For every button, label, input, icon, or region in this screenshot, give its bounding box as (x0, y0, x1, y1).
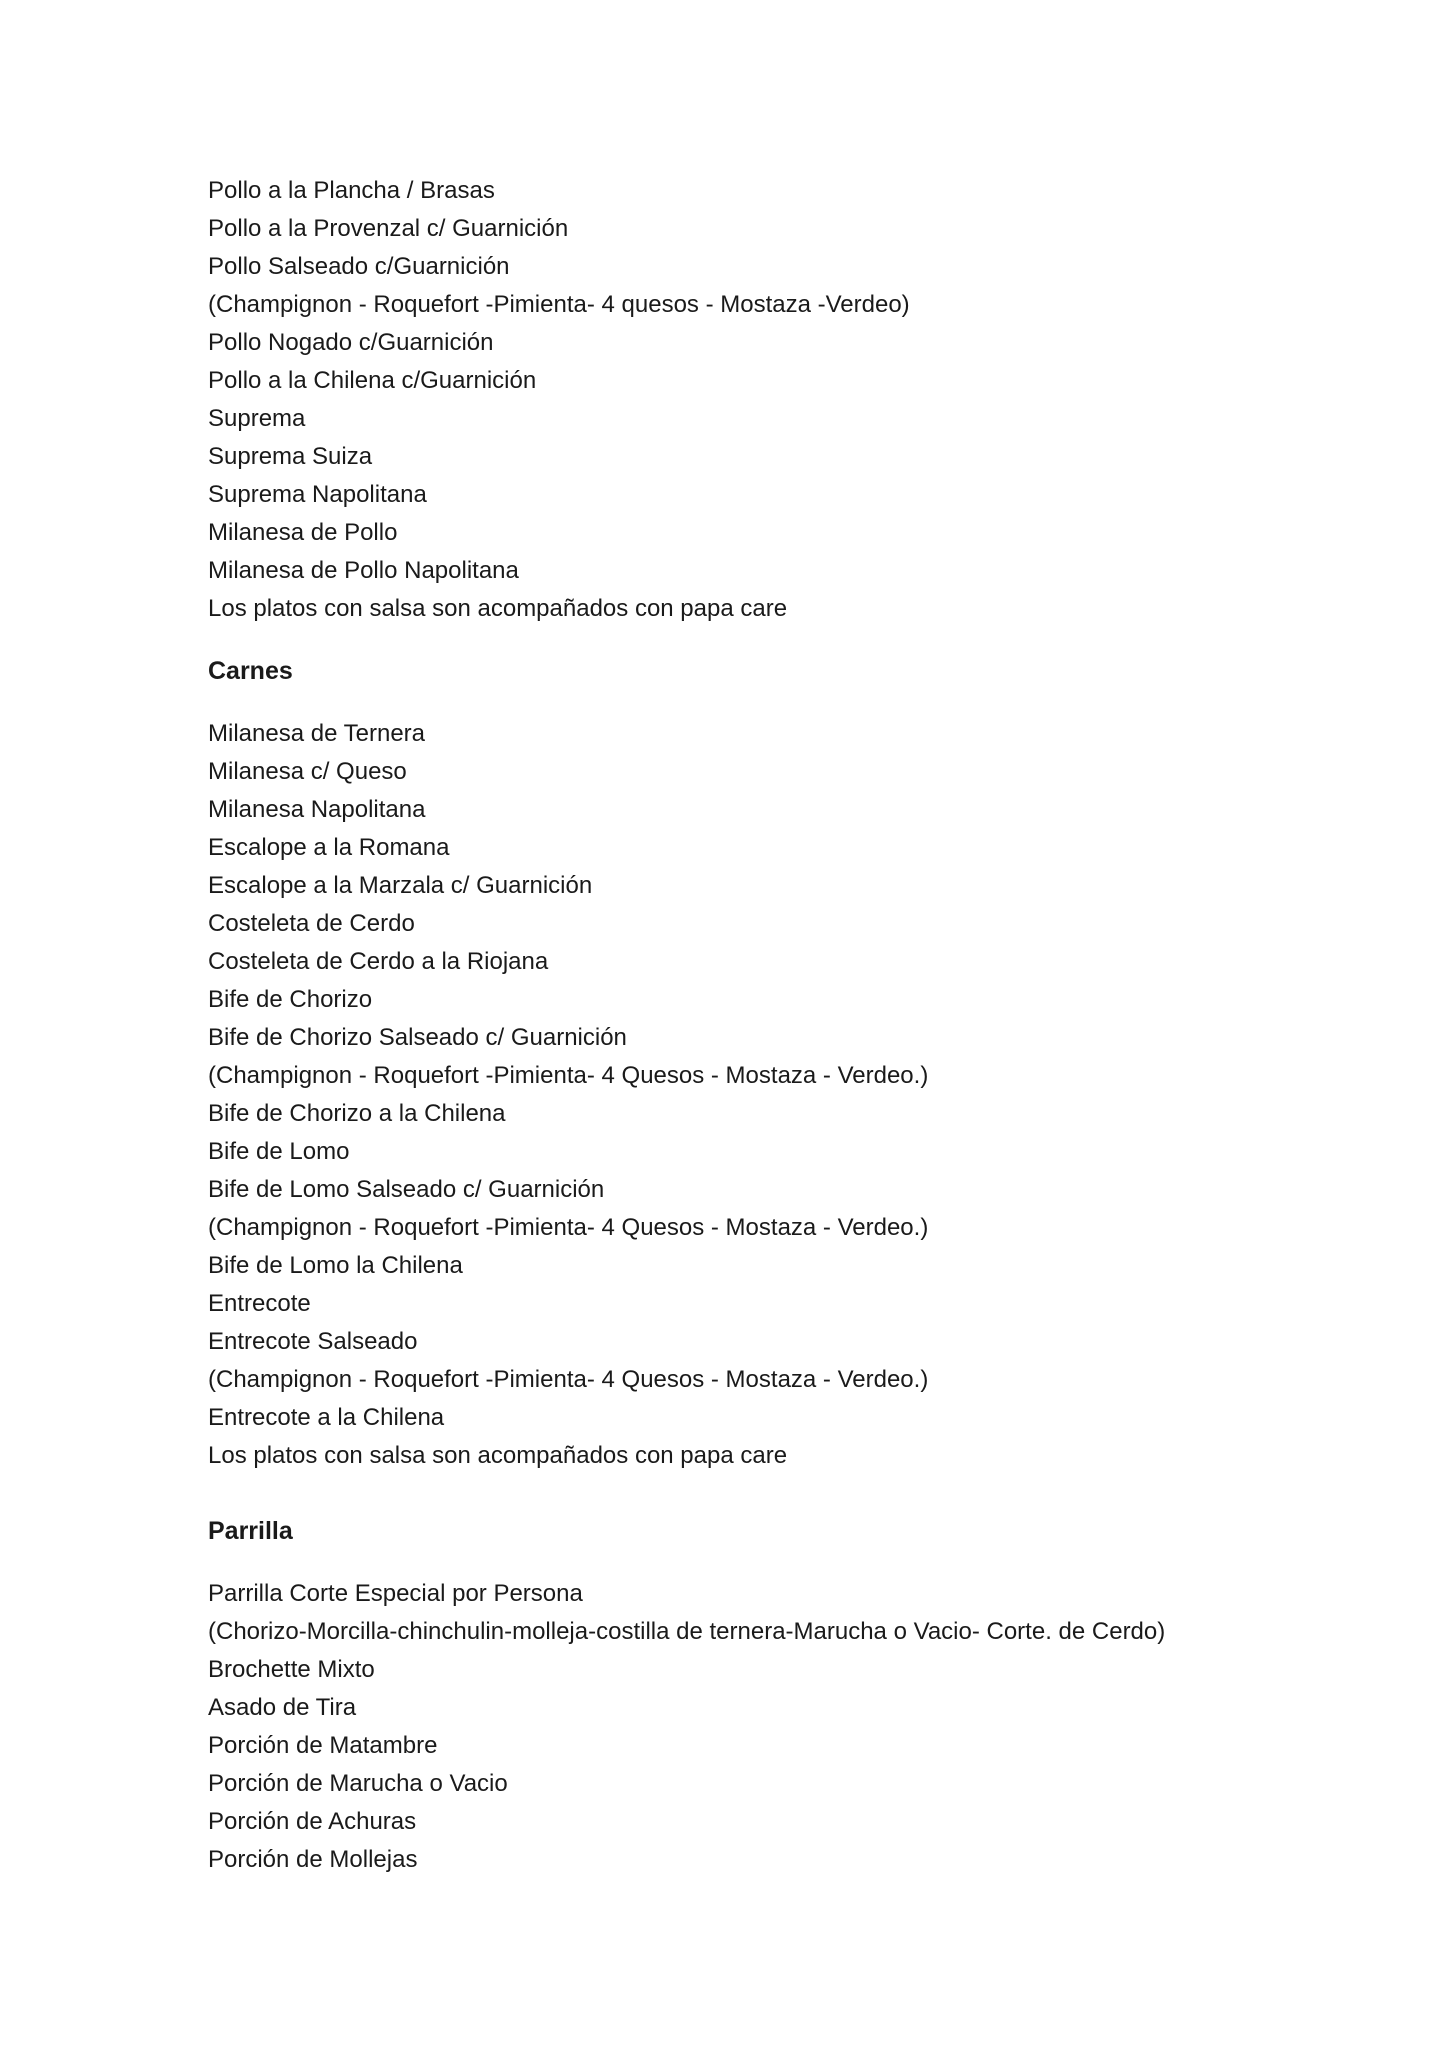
list-item: Porción de Mollejas (208, 1846, 418, 1873)
carnes-section (208, 652, 1308, 1475)
list-item: Entrecote Salseado (208, 1328, 418, 1355)
list-item: Pollo a la Provenzal c/ Guarnición (208, 215, 569, 242)
list-item: Pollo Nogado c/Guarnición (208, 329, 494, 356)
list-item: Bife de Chorizo a la Chilena (208, 1100, 506, 1127)
list-item: (Champignon - Roquefort -Pimienta- 4 Quesos - Mostaza - Verdeo.) (208, 1366, 929, 1393)
list-item: Porción de Achuras (208, 1808, 417, 1835)
list-item: Porción de Matambre (208, 1732, 438, 1759)
list-item: Pollo a la Chilena c/Guarnición (208, 367, 537, 394)
list-item: Brochette Mixto (208, 1656, 375, 1683)
list-item: Bife de Lomo la Chilena (208, 1252, 463, 1279)
list-item: Milanesa de Pollo (208, 519, 398, 546)
list-item: Bife de Lomo Salseado c/ Guarnición (208, 1176, 605, 1203)
list-item: Costeleta de Cerdo (208, 910, 415, 937)
list-item: Milanesa Napolitana (208, 796, 426, 823)
list-item: Milanesa de Pollo Napolitana (208, 557, 519, 584)
list-item: (Champignon - Roquefort -Pimienta- 4 quesos - Mostaza -Verdeo) (208, 291, 910, 318)
pollo-list (208, 172, 1308, 628)
list-item: Entrecote a la Chilena (208, 1404, 445, 1431)
list-item: Asado de Tira (208, 1694, 357, 1721)
list-item: Porción de Marucha o Vacio (208, 1770, 508, 1797)
list-item: (Champignon - Roquefort -Pimienta- 4 Quesos - Mostaza - Verdeo.) (208, 1214, 929, 1241)
spacer (208, 690, 1308, 715)
list-item: Pollo Salseado c/Guarnición (208, 253, 510, 280)
list-item: Milanesa de Ternera (208, 720, 426, 747)
list-item: Escalope a la Romana (208, 834, 450, 861)
section-title-carnes: Carnes (208, 657, 293, 685)
menu-page (208, 172, 1308, 1879)
list-item: Bife de Lomo (208, 1138, 350, 1165)
carnes-list (208, 715, 1308, 1475)
parrilla-list (208, 1575, 1308, 1879)
list-item: Parrilla Corte Especial por Persona (208, 1580, 583, 1607)
list-item: Suprema Napolitana (208, 481, 427, 508)
list-item: Suprema (208, 405, 306, 432)
spacer (208, 1475, 1308, 1512)
parrilla-section (208, 1512, 1308, 1879)
spacer (208, 1550, 1308, 1575)
list-item: Los platos con salsa son acompañados con papa care (208, 1442, 788, 1469)
list-item: Bife de Chorizo (208, 986, 373, 1013)
list-item: Milanesa c/ Queso (208, 758, 407, 785)
list-item: Suprema Suiza (208, 443, 373, 470)
list-item: (Champignon - Roquefort -Pimienta- 4 Quesos - Mostaza - Verdeo.) (208, 1062, 929, 1089)
list-item: Costeleta de Cerdo a la Riojana (208, 948, 549, 975)
section-title-parrilla: Parrilla (208, 1517, 293, 1545)
spacer (208, 628, 1308, 652)
list-item: Bife de Chorizo Salseado c/ Guarnición (208, 1024, 627, 1051)
list-item: Los platos con salsa son acompañados con papa care (208, 595, 788, 622)
list-item: (Chorizo-Morcilla-chinchulin-molleja-costilla de ternera-Marucha o Vacio- Corte. de Cerdo) (208, 1618, 1166, 1645)
pollo-section (208, 172, 1308, 628)
list-item: Entrecote (208, 1290, 311, 1317)
list-item: Pollo a la Plancha / Brasas (208, 177, 495, 204)
list-item: Escalope a la Marzala c/ Guarnición (208, 872, 593, 899)
